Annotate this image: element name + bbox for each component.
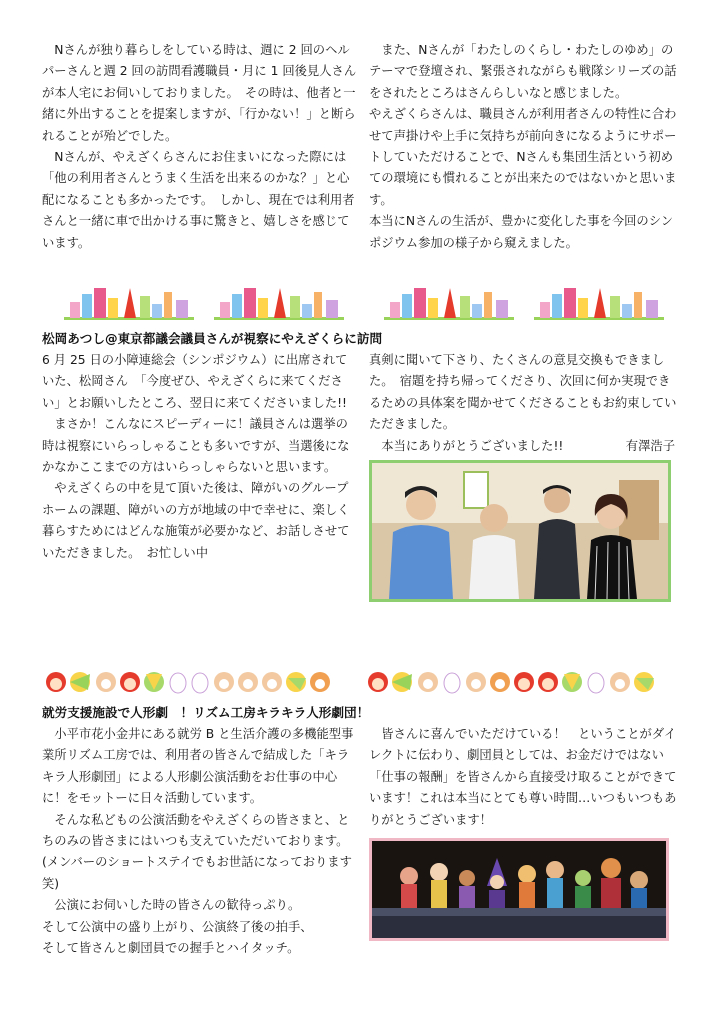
section3-left-column [42,724,358,959]
paragraph: 真剣に聞いて下さり、たくさんの意見交換もできました。 宿題を持ち帰ってくださり、次回に何か実現できるための具体案を聞かせてくださることもお約束していただきました。 [369,353,677,432]
thanks-text: 本当にありがとうございました!! [369,438,564,453]
section3-right-column [369,724,681,831]
character-decoration-right [366,668,666,698]
section2-left-column [42,350,358,564]
paragraph: そして皆さんと劇団員での握手とハイタッチ。 [42,941,300,956]
cityscape-icon [534,288,664,320]
cityscape-icon [384,288,514,320]
paragraph: やえざくらの中を見て頂いた後は、障がいのグループホームの課題、障がいの方が地域の中で幸せに、楽しく暮らすためにはどんな施策が必要かなど、お話しさせていただきました。 お忙しい中 [42,481,350,560]
section2-right-column [369,350,681,457]
signature: 有澤浩子 [625,438,675,453]
paragraph: そして公演中の盛り上がり、公演終了後の拍手、 [42,919,313,934]
paragraph: やえざくらさんは、職員さんが利用者さんの特性に合わせて声掛けや上手に気持ちが前向きになるようにサポートしていただけることで、Nさんも集団生活という初めての環境にも慣れることが出来たのではないかと思います。 [369,107,677,207]
cityscape-icon [214,288,344,320]
paragraph: そんな私どもの公演活動をやえざくらの皆さまと、とちのみの皆さまにはいつも支えていただいております。(メンバーのショートステイでもお世話になっております笑) [42,812,352,891]
character-decoration-left [44,668,334,698]
cityscape-decoration-left [64,284,344,326]
visit-group-photo [369,460,671,602]
paragraph: Nさんが独り暮らしをしている時は、週に 2 回のヘルパーさんと週 2 回の訪問看護職員・月に 1 回後見人さんが本人宅にお伺いしておりました。 その時は、他者と一緒に外出することを提案しますが、「行かない！」と断られることが殆どでした。 [42,43,357,143]
paragraph: また、Nさんが「わたしのくらし・わたしのゆめ」のテーマで登壇され、緊張されながらも戦隊シリーズの話をされたところはさんらしいなと感じました。 [369,43,677,100]
puppet-show-photo [369,838,669,941]
section1-left-column [42,40,358,254]
paragraph: まさか！こんなにスピーディーに！議員さんは選挙の時は視察にいらっしゃることも多いですが、当選後になかなかここまでの方はいらっしゃらないと思います。 [42,417,350,475]
paragraph: 小平市花小金井にある就労 B と生活介護の多機能型事業所リズム工房では、利用者の皆さんで結成した「キラキラ人形劇団」による人形劇公演活動をお仕事の中心に！をモットーに日々活動しています。 [42,727,354,806]
paragraph: 本当にNさんの生活が、豊かに変化した事を今回のシンポジウム参加の様子から窺えました。 [369,214,674,250]
cityscape-decoration-right [384,284,664,326]
paragraph: 皆さんに喜んでいただけている！ ということがダイレクトに伝わり、劇団員としては、お金だけではない「仕事の報酬」を皆さんから直接受け取ることができています！これは本当にとても尊い時間…いつもいつもありがとうございます！ [369,727,677,827]
section3-heading: 就労支援施設で人形劇 ！リズム工房キラキラ人形劇団！ [42,705,370,720]
section1-right-column [369,40,681,254]
paragraph: 公演にお伺いした時の皆さんの歓待っぷり。 [42,898,301,913]
paragraph: 6 月 25 日の小障連総会（シンポジウム）に出席されていた、松岡さん 「今度ぜひ、やえざくらに来てください」とお願いしたところ、翌日に来てくださいました!! [42,353,348,410]
paragraph: Nさんが、やえざくらさんにお住まいになった際には「他の利用者さんとうまく生活を出来るのかな？」と心配になることも多かったです。 しかし、現在では利用者さんと一緒に車で出かける事に驚きと、嬉しさを感じています。 [42,150,355,250]
cityscape-icon [64,288,194,320]
character-icon [46,672,330,693]
section2-heading: 松岡あつし@東京都議会議員さんが視察にやえざくらに訪問 [42,331,383,346]
character-icon [368,672,654,693]
